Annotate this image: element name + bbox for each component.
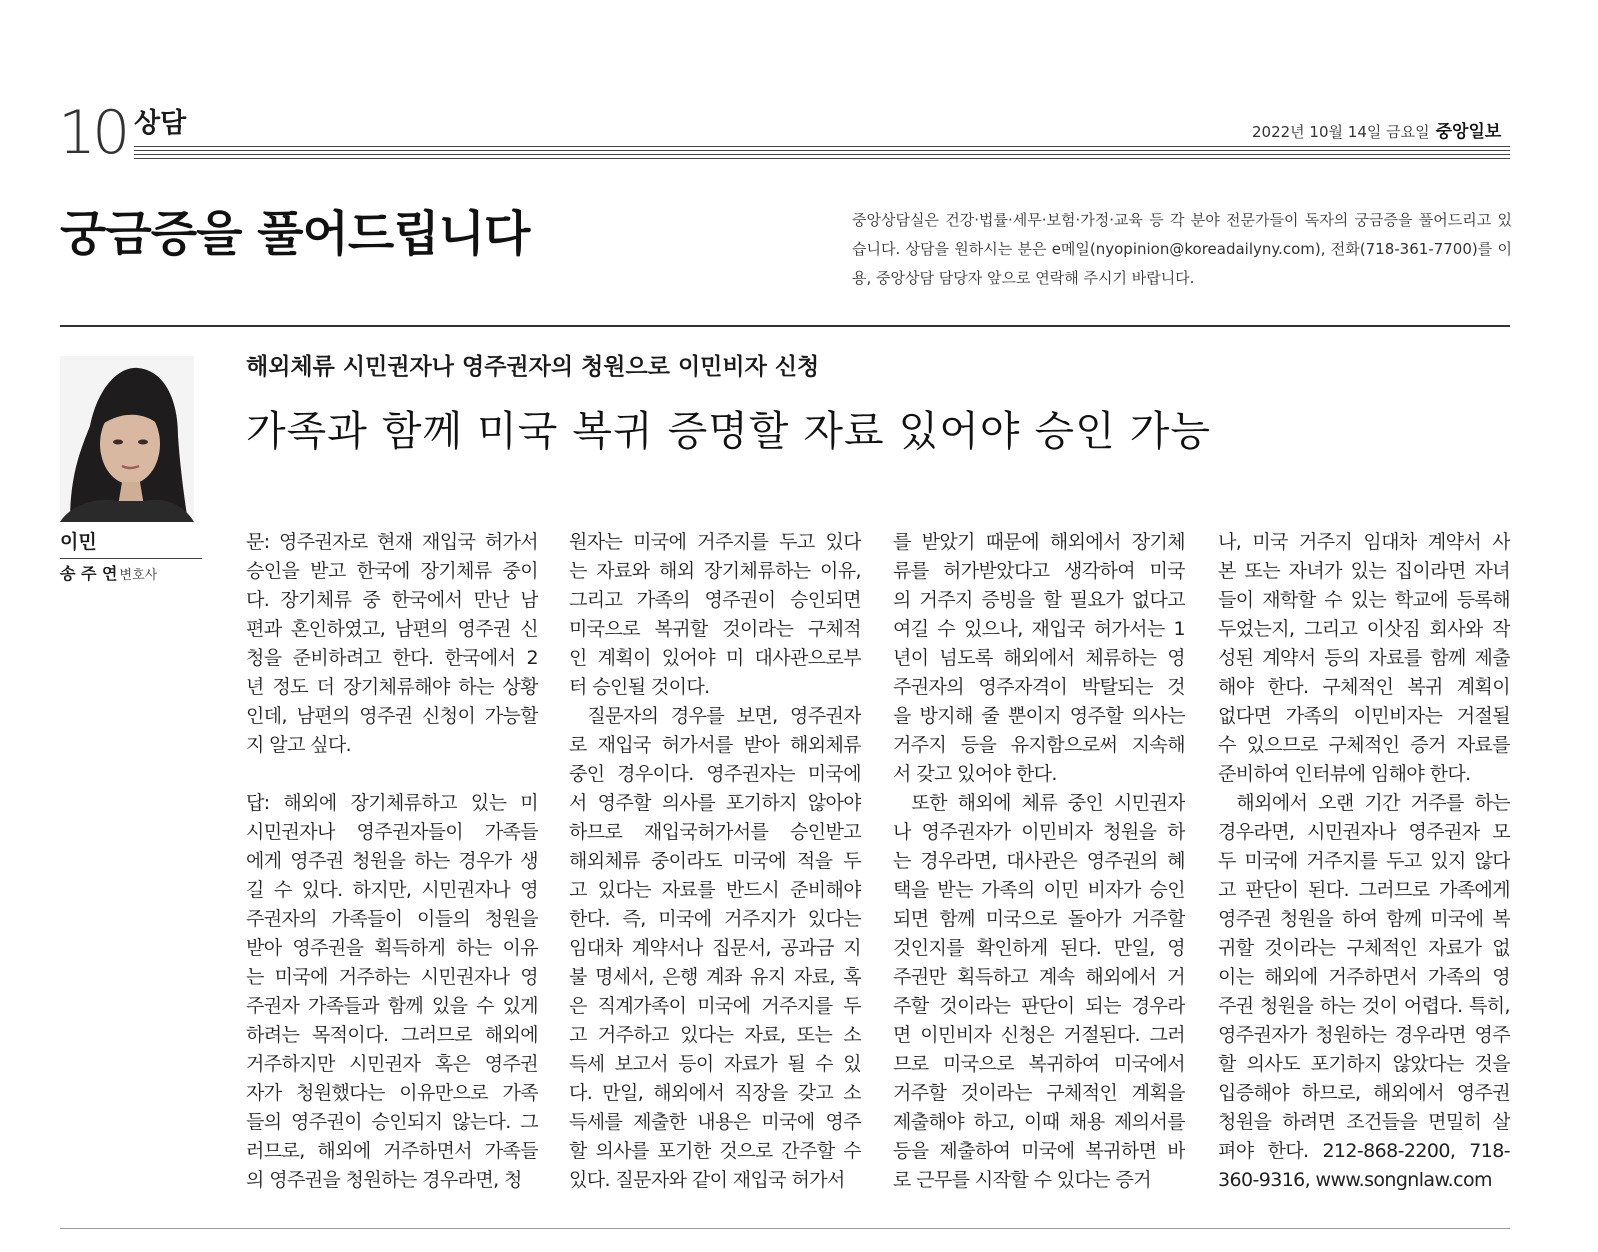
article-line: 등을 제출하여 미국에 복귀하면 바: [893, 1140, 1185, 1162]
issue-date: 2022년 10월 14일 금요일: [1252, 123, 1430, 141]
article-line: 득세 보고서 등이 자료가 될 수 있: [569, 1053, 861, 1075]
article-line: 주권 청원을 하는 것이 어렵다. 특히,: [1218, 995, 1510, 1017]
article-line: 두었는지, 그리고 이삿짐 회사와 작: [1218, 618, 1510, 640]
article-subhead: 해외체류 시민권자나 영주권자의 청원으로 이민비자 신청: [246, 354, 820, 380]
article-line: 들의 영주권이 승인되지 않는다. 그: [246, 1111, 538, 1133]
article-line: 이는 해외에 거주하면서 가족의 영: [1218, 966, 1510, 988]
article-line: 자가 청원했다는 이유만으로 가족: [246, 1082, 538, 1104]
article-line: 되면 함께 미국으로 돌아가 거주할: [893, 908, 1185, 930]
article-line: 주권자 가족들과 함께 있을 수 있게: [246, 995, 538, 1017]
bottom-divider: [60, 1228, 1510, 1229]
article-line: 인 계획이 있어야 미 대사관으로부: [569, 647, 861, 669]
article-line: 임대차 계약서나 집문서, 공과금 지: [569, 937, 861, 959]
article-line: 것인지를 확인하게 된다. 만일, 영: [893, 937, 1185, 959]
article-line: 360-9316, www.songnlaw.com: [1218, 1169, 1492, 1191]
article-line: 나, 미국 거주지 임대차 계약서 사: [1218, 531, 1510, 553]
article-line: 인데, 남편의 영주권 신청이 가능할: [246, 705, 538, 727]
article-line: 문: 영주권자로 현재 재입국 허가서: [246, 531, 538, 553]
article-line: 질문자의 경우를 보면, 영주권자: [569, 705, 861, 727]
article-line: 준비하여 인터뷰에 임해야 한다.: [1218, 763, 1471, 785]
author-portrait-image: [60, 356, 194, 522]
article-line: 주권만 획득하고 계속 해외에서 거: [893, 966, 1185, 988]
paragraph-gap: [246, 760, 538, 789]
article-line: 성된 계약서 등의 자료를 함께 제출: [1218, 647, 1510, 669]
article-line: 을 방지해 줄 뿐이지 영주할 의사는: [893, 705, 1185, 727]
article-line: 득세를 제출한 내용은 미국에 영주: [569, 1111, 861, 1133]
article-line: 거주할 것이라는 구체적인 계획을: [893, 1082, 1185, 1104]
article-line: 의 거주지 증빙을 할 필요가 없다고: [893, 589, 1185, 611]
article-line: 할 의사를 포기한 것으로 간주할 수: [569, 1140, 861, 1162]
article-line: 하므로 재입국허가서를 승인받고: [569, 821, 861, 843]
article-line: 해외에서 오랜 기간 거주를 하는: [1218, 792, 1510, 814]
author-name: 송 주 연: [60, 564, 118, 583]
article-line: 있다. 질문자와 같이 재입국 허가서: [569, 1169, 845, 1191]
article-line: 년 정도 더 장기체류해야 하는 상황: [246, 676, 538, 698]
article-line: 고 거주하고 있다는 자료, 또는 소: [569, 1024, 861, 1046]
article-line: 는 자료와 해외 장기체류하는 이유,: [569, 560, 861, 582]
article-line: 터 승인될 것이다.: [569, 676, 710, 698]
section-name: 상담: [134, 108, 187, 139]
newspaper-logo: 중앙일보: [1435, 122, 1502, 142]
article-line: 거주하지만 시민권자 혹은 영주권: [246, 1053, 538, 1075]
issue-date-line: [1252, 122, 1501, 142]
article-line: 청을 준비하려고 한다. 한국에서 2: [246, 647, 538, 669]
article-line: 다. 장기체류 중 한국에서 만난 남: [246, 589, 538, 611]
author-byline: [60, 563, 157, 587]
article-line: 또한 해외에 체류 중인 시민권자: [893, 792, 1185, 814]
article-line: 중인 경우이다. 영주권자는 미국에: [569, 763, 861, 785]
article-line: 고 판단이 된다. 그러므로 가족에게: [1218, 879, 1510, 901]
author-divider: [60, 558, 202, 559]
article-line: 편과 혼인하였고, 남편의 영주권 신: [246, 618, 538, 640]
article-line: 원자는 미국에 거주지를 두고 있다: [569, 531, 861, 553]
article-line: 영주권 청원을 하여 함께 미국에 복: [1218, 908, 1510, 930]
article-line: 받아 영주권을 획득하게 하는 이유: [246, 937, 538, 959]
page-number: 10: [58, 98, 127, 168]
article-headline: 가족과 함께 미국 복귀 증명할 자료 있어야 승인 가능: [246, 407, 1211, 455]
article-line: 류를 허가받았다고 생각하여 미국: [893, 560, 1185, 582]
article-column-2: [569, 528, 861, 1195]
article-line: 주할 것이라는 판단이 되는 경우라: [893, 995, 1185, 1017]
article-line: 답: 해외에 장기체류하고 있는 미: [246, 792, 538, 814]
article-line: 는 경우라면, 대사관은 영주권의 혜: [893, 850, 1185, 872]
article-line: 해외체류 중이라도 미국에 적을 두: [569, 850, 861, 872]
article-column-3: [893, 528, 1185, 1195]
article-line: 길 수 있다. 하지만, 시민권자나 영: [246, 879, 538, 901]
article-line: 해야 한다. 구체적인 복귀 계획이: [1218, 676, 1510, 698]
article-line: 제출해야 하고, 이때 채용 제의서를: [893, 1111, 1185, 1133]
article-column-4: [1218, 528, 1510, 1195]
article-line: 경우라면, 시민권자나 영주권자 모: [1218, 821, 1510, 843]
article-line: 할 의사도 포기하지 않았다는 것을: [1218, 1053, 1510, 1075]
article-line: 다. 만일, 해외에서 직장을 갖고 소: [569, 1082, 861, 1104]
article-line: 한다. 즉, 미국에 거주지가 있다는: [569, 908, 861, 930]
article-line: 는 미국에 거주하는 시민권자나 영: [246, 966, 538, 988]
article-line: 서 갖고 있어야 한다.: [893, 763, 1057, 785]
article-line: 불 명세서, 은행 계좌 유지 자료, 혹: [569, 966, 861, 988]
header-rules: [134, 146, 1510, 162]
author-title: 변호사: [119, 568, 158, 583]
article-line: 거주지 등을 유지함으로써 지속해: [893, 734, 1185, 756]
article-line: 미국으로 복귀할 것이라는 구체적: [569, 618, 861, 640]
article-line: 로 근무를 시작할 수 있다는 증거: [893, 1169, 1152, 1191]
section-title: 궁금증을 풀어드립니다: [60, 206, 530, 262]
article-column-1: [246, 528, 538, 1195]
article-line: 고 있다는 자료를 반드시 준비해야: [569, 879, 861, 901]
article-line: 나 영주권자가 이민비자 청원을 하: [893, 821, 1185, 843]
article-line: 주권자의 영주자격이 박탈되는 것: [893, 676, 1185, 698]
article-line: 므로 미국으로 복귀하여 미국에서: [893, 1053, 1185, 1075]
article-line: 하려는 목적이다. 그러므로 해외에: [246, 1024, 538, 1046]
article-line: 승인을 받고 한국에 장기체류 중이: [246, 560, 538, 582]
article-line: 귀할 것이라는 구체적인 자료가 없: [1218, 937, 1510, 959]
article-line: 그리고 가족의 영주권이 승인되면: [569, 589, 861, 611]
column-field-label: 이민: [60, 531, 97, 553]
article-line: 여길 수 있으나, 재입국 허가서는 1: [893, 618, 1185, 640]
article-line: 시민권자나 영주권자들이 가족들: [246, 821, 538, 843]
article-line: 지 알고 싶다.: [246, 734, 352, 756]
article-line: 로 재입국 허가서를 받아 해외체류: [569, 734, 861, 756]
article-line: 택을 받는 가족의 이민 비자가 승인: [893, 879, 1185, 901]
article-line: 에게 영주권 청원을 하는 경우가 생: [246, 850, 538, 872]
section-intro: 중앙상담실은 건강·법률·세무·보험·가정·교육 등 각 분야 전문가들이 독자의 궁금증을 풀어드리고 있습니다. 상담을 원하시는 분은 e메일(nyopinion@koreadailyny.com), 전화(718-361-7700)를 이용, 중앙상담 담당자 앞으로 연락해 주시기 바랍니다.: [852, 211, 1512, 287]
article-line: 러므로, 해외에 거주하면서 가족들: [246, 1140, 538, 1162]
divider: [60, 325, 1510, 327]
article-line: 입증해야 하므로, 해외에서 영주권: [1218, 1082, 1510, 1104]
article-line: 펴야 한다. 212-868-2200, 718-: [1218, 1140, 1510, 1162]
article-line: 를 받았기 때문에 해외에서 장기체: [893, 531, 1185, 553]
article-line: 면 이민비자 신청은 거절된다. 그러: [893, 1024, 1185, 1046]
article-line: 두 미국에 거주지를 두고 있지 않다: [1218, 850, 1510, 872]
article-line: 영주권자가 청원하는 경우라면 영주: [1218, 1024, 1510, 1046]
article-line: 은 직계가족이 미국에 거주지를 두: [569, 995, 861, 1017]
article-line: 없다면 가족의 이민비자는 거절될: [1218, 705, 1510, 727]
article-line: 청원을 하려면 조건들을 면밀히 살: [1218, 1111, 1510, 1133]
article-line: 본 또는 자녀가 있는 집이라면 자녀: [1218, 560, 1510, 582]
article-line: 들이 재학할 수 있는 학교에 등록해: [1218, 589, 1510, 611]
article-line: 주권자의 가족들이 이들의 청원을: [246, 908, 538, 930]
article-line: 년이 넘도록 해외에서 체류하는 영: [893, 647, 1185, 669]
author-photo: [60, 356, 194, 522]
article-line: 의 영주권을 청원하는 경우라면, 청: [246, 1169, 522, 1191]
article-line: 서 영주할 의사를 포기하지 않아야: [569, 792, 861, 814]
article-line: 수 있으므로 구체적인 증거 자료를: [1218, 734, 1510, 756]
